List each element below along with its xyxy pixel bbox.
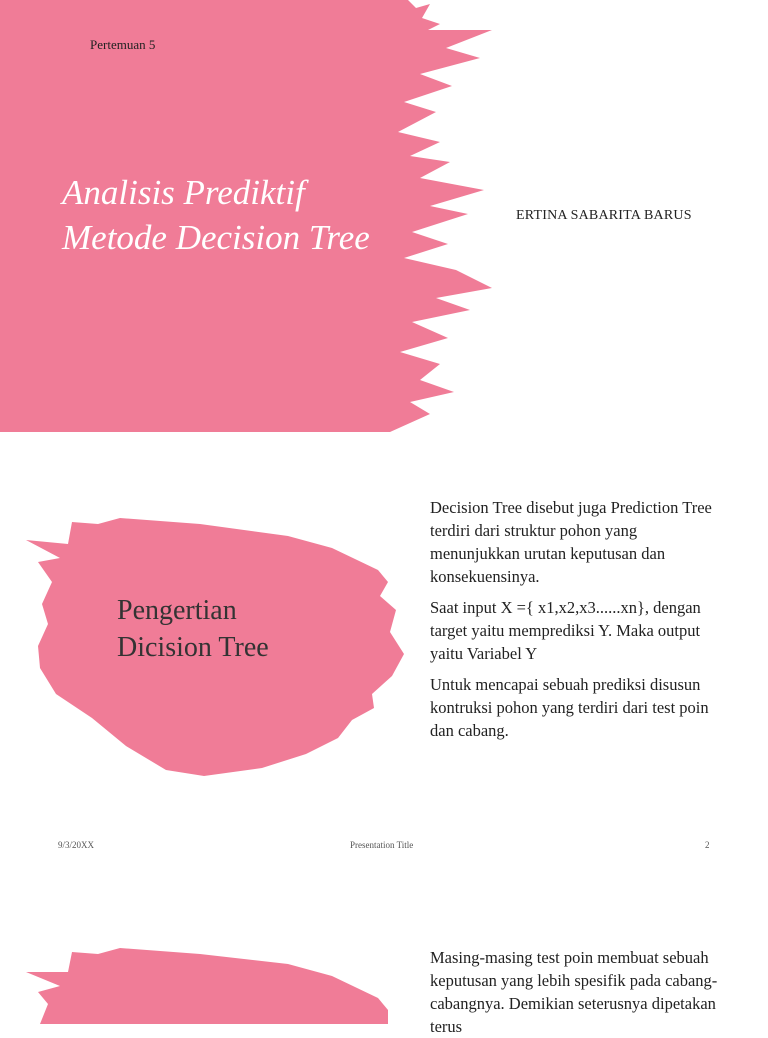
session-label: Pertemuan 5 bbox=[90, 37, 156, 52]
content-slide-partial bbox=[0, 864, 768, 1036]
author-name: ERTINA SABARITA BARUS bbox=[516, 208, 692, 223]
body-text bbox=[430, 496, 730, 750]
section-heading bbox=[117, 592, 269, 666]
heading-line: Dicision Tree bbox=[117, 632, 269, 663]
body-text bbox=[430, 946, 730, 1038]
paragraph: Saat input X ={ x1,x2,x3......xn}, dengan target yaitu memprediksi Y. Maka output yaitu Variabel Y bbox=[430, 598, 701, 663]
content-slide bbox=[0, 432, 768, 864]
title-slide bbox=[0, 0, 768, 432]
paragraph: Untuk mencapai sebuah prediksi disusun kontruksi pohon yang terdiri dari test poin dan cabang. bbox=[430, 675, 709, 740]
pink-blob-shape bbox=[0, 864, 420, 1024]
heading-line: Pengertian bbox=[117, 595, 237, 626]
title-line: Metode Decision Tree bbox=[62, 218, 370, 257]
paragraph: Masing-masing test poin membuat sebuah keputusan yang lebih spesifik pada cabang-cabangnya. Demikian seterusnya dipetakan terus bbox=[430, 948, 718, 1036]
title-line: Analisis Prediktif bbox=[62, 173, 305, 212]
presentation-title bbox=[62, 170, 442, 260]
footer-title: Presentation Title bbox=[350, 840, 414, 850]
paragraph: Decision Tree disebut juga Prediction Tree terdiri dari struktur pohon yang menunjukkan urutan keputusan dan konsekuensinya. bbox=[430, 498, 712, 586]
footer-date: 9/3/20XX bbox=[58, 840, 94, 850]
footer-page-number: 2 bbox=[705, 840, 710, 850]
